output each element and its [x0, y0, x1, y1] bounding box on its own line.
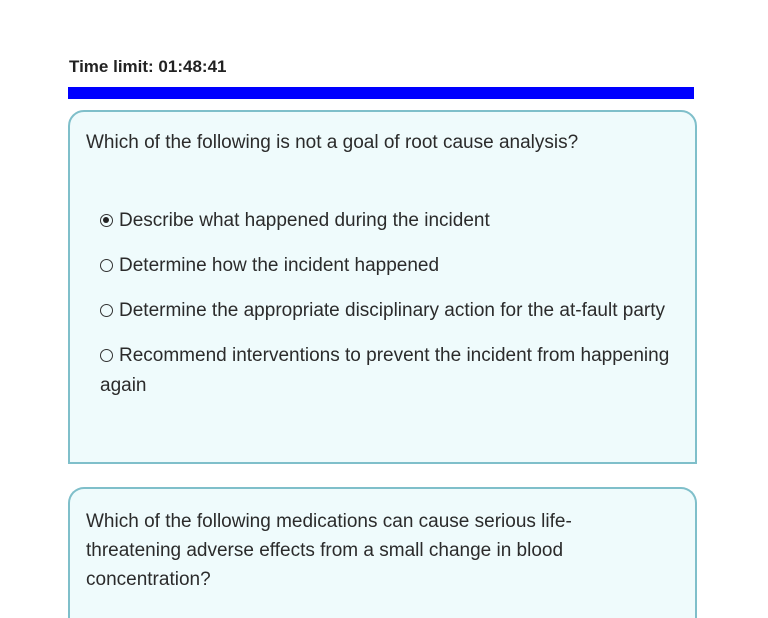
answer-option-label: Describe what happened during the incident [119, 210, 490, 231]
answer-options [100, 206, 671, 401]
answer-option-4[interactable] [100, 341, 671, 401]
radio-unselected-icon[interactable] [100, 259, 113, 272]
radio-unselected-icon[interactable] [100, 349, 113, 362]
radio-selected-icon[interactable] [100, 214, 113, 227]
question-card-2 [68, 487, 697, 618]
answer-option-2[interactable] [100, 251, 671, 281]
time-limit-label: Time limit: 01:48:41 [69, 57, 227, 76]
radio-unselected-icon[interactable] [100, 304, 113, 317]
answer-option-label: Recommend interventions to prevent the incident from happening again [100, 345, 670, 396]
time-progress-bar [68, 87, 694, 99]
question-text: Which of the following is not a goal of root cause analysis? [86, 132, 579, 153]
answer-option-label: Determine the appropriate disciplinary action for the at-fault party [119, 300, 665, 321]
answer-option-label: Determine how the incident happened [119, 255, 440, 276]
question-card-1 [68, 110, 697, 464]
answer-option-3[interactable] [100, 296, 671, 326]
answer-option-1[interactable] [100, 206, 671, 236]
question-text: Which of the following medications can cause serious life-threatening adverse effects from a small change in blood concentration? [86, 511, 572, 590]
time-progress-fill [68, 87, 694, 99]
